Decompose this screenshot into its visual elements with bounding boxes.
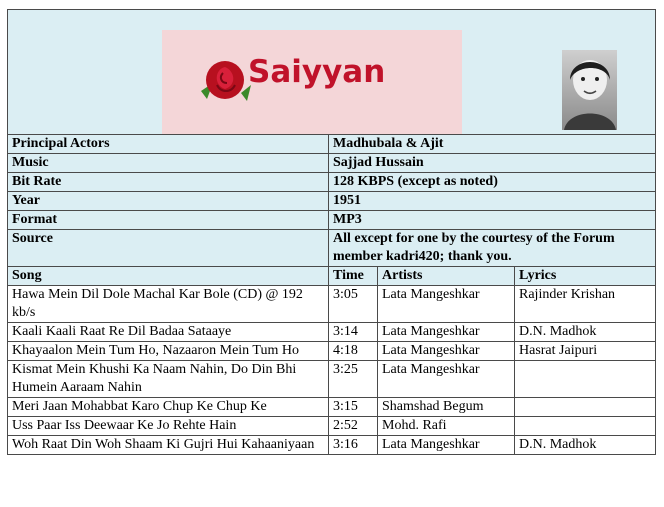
info-label: Principal Actors <box>8 135 329 154</box>
header-time: Time <box>329 267 378 286</box>
song-time: 3:25 <box>329 361 378 398</box>
info-value: All except for one by the courtesy of the Forum member kadri420; thank you. <box>329 230 656 267</box>
song-time: 2:52 <box>329 417 378 436</box>
info-label: Bit Rate <box>8 173 329 192</box>
info-row-actors <box>8 135 656 154</box>
song-artists: Lata Mangeshkar <box>378 436 515 455</box>
song-row <box>8 436 656 455</box>
song-table-header <box>8 267 656 286</box>
info-row-bitrate <box>8 173 656 192</box>
rose-icon <box>197 55 253 105</box>
info-row-year <box>8 192 656 211</box>
info-label: Music <box>8 154 329 173</box>
song-row <box>8 361 656 398</box>
song-artists: Lata Mangeshkar <box>378 323 515 342</box>
song-time: 3:16 <box>329 436 378 455</box>
song-time: 4:18 <box>329 342 378 361</box>
song-row <box>8 417 656 436</box>
info-row-music <box>8 154 656 173</box>
info-value: MP3 <box>329 211 656 230</box>
song-row <box>8 398 656 417</box>
song-lyrics: Hasrat Jaipuri <box>515 342 656 361</box>
album-table-frame <box>7 9 655 455</box>
song-title: Kismat Mein Khushi Ka Naam Nahin, Do Din Bhi Humein Aaraam Nahin <box>8 361 329 398</box>
portrait-figure <box>562 50 617 130</box>
info-row-format <box>8 211 656 230</box>
actress-portrait <box>562 50 617 130</box>
song-lyrics <box>515 361 656 398</box>
song-time: 3:15 <box>329 398 378 417</box>
song-title: Khayaalon Mein Tum Ho, Nazaaron Mein Tum Ho <box>8 342 329 361</box>
song-artists: Lata Mangeshkar <box>378 361 515 398</box>
song-time: 3:14 <box>329 323 378 342</box>
song-artists: Lata Mangeshkar <box>378 286 515 323</box>
info-label: Source <box>8 230 329 267</box>
info-label: Format <box>8 211 329 230</box>
song-title: Kaali Kaali Raat Re Dil Badaa Sataaye <box>8 323 329 342</box>
header-artists: Artists <box>378 267 515 286</box>
song-lyrics: D.N. Madhok <box>515 436 656 455</box>
song-title: Hawa Mein Dil Dole Machal Kar Bole (CD) @ 192 kb/s <box>8 286 329 323</box>
info-value: 1951 <box>329 192 656 211</box>
song-lyrics: D.N. Madhok <box>515 323 656 342</box>
song-time: 3:05 <box>329 286 378 323</box>
song-title: Woh Raat Din Woh Shaam Ki Gujri Hui Kahaaniyaan <box>8 436 329 455</box>
song-row <box>8 286 656 323</box>
song-title: Uss Paar Iss Deewaar Ke Jo Rehte Hain <box>8 417 329 436</box>
info-row-source <box>8 230 656 267</box>
info-value: Sajjad Hussain <box>329 154 656 173</box>
song-artists: Lata Mangeshkar <box>378 342 515 361</box>
song-row <box>8 323 656 342</box>
song-artists: Shamshad Begum <box>378 398 515 417</box>
header-song: Song <box>8 267 329 286</box>
song-lyrics: Rajinder Krishan <box>515 286 656 323</box>
album-table <box>7 9 656 455</box>
song-title: Meri Jaan Mohabbat Karo Chup Ke Chup Ke <box>8 398 329 417</box>
info-value: 128 KBPS (except as noted) <box>329 173 656 192</box>
song-artists: Mohd. Rafi <box>378 417 515 436</box>
song-lyrics <box>515 398 656 417</box>
song-lyrics <box>515 417 656 436</box>
info-label: Year <box>8 192 329 211</box>
header-lyrics: Lyrics <box>515 267 656 286</box>
album-title: Saiyyan <box>248 54 386 90</box>
info-value: Madhubala & Ajit <box>329 135 656 154</box>
song-row <box>8 342 656 361</box>
banner-cell <box>8 10 656 135</box>
